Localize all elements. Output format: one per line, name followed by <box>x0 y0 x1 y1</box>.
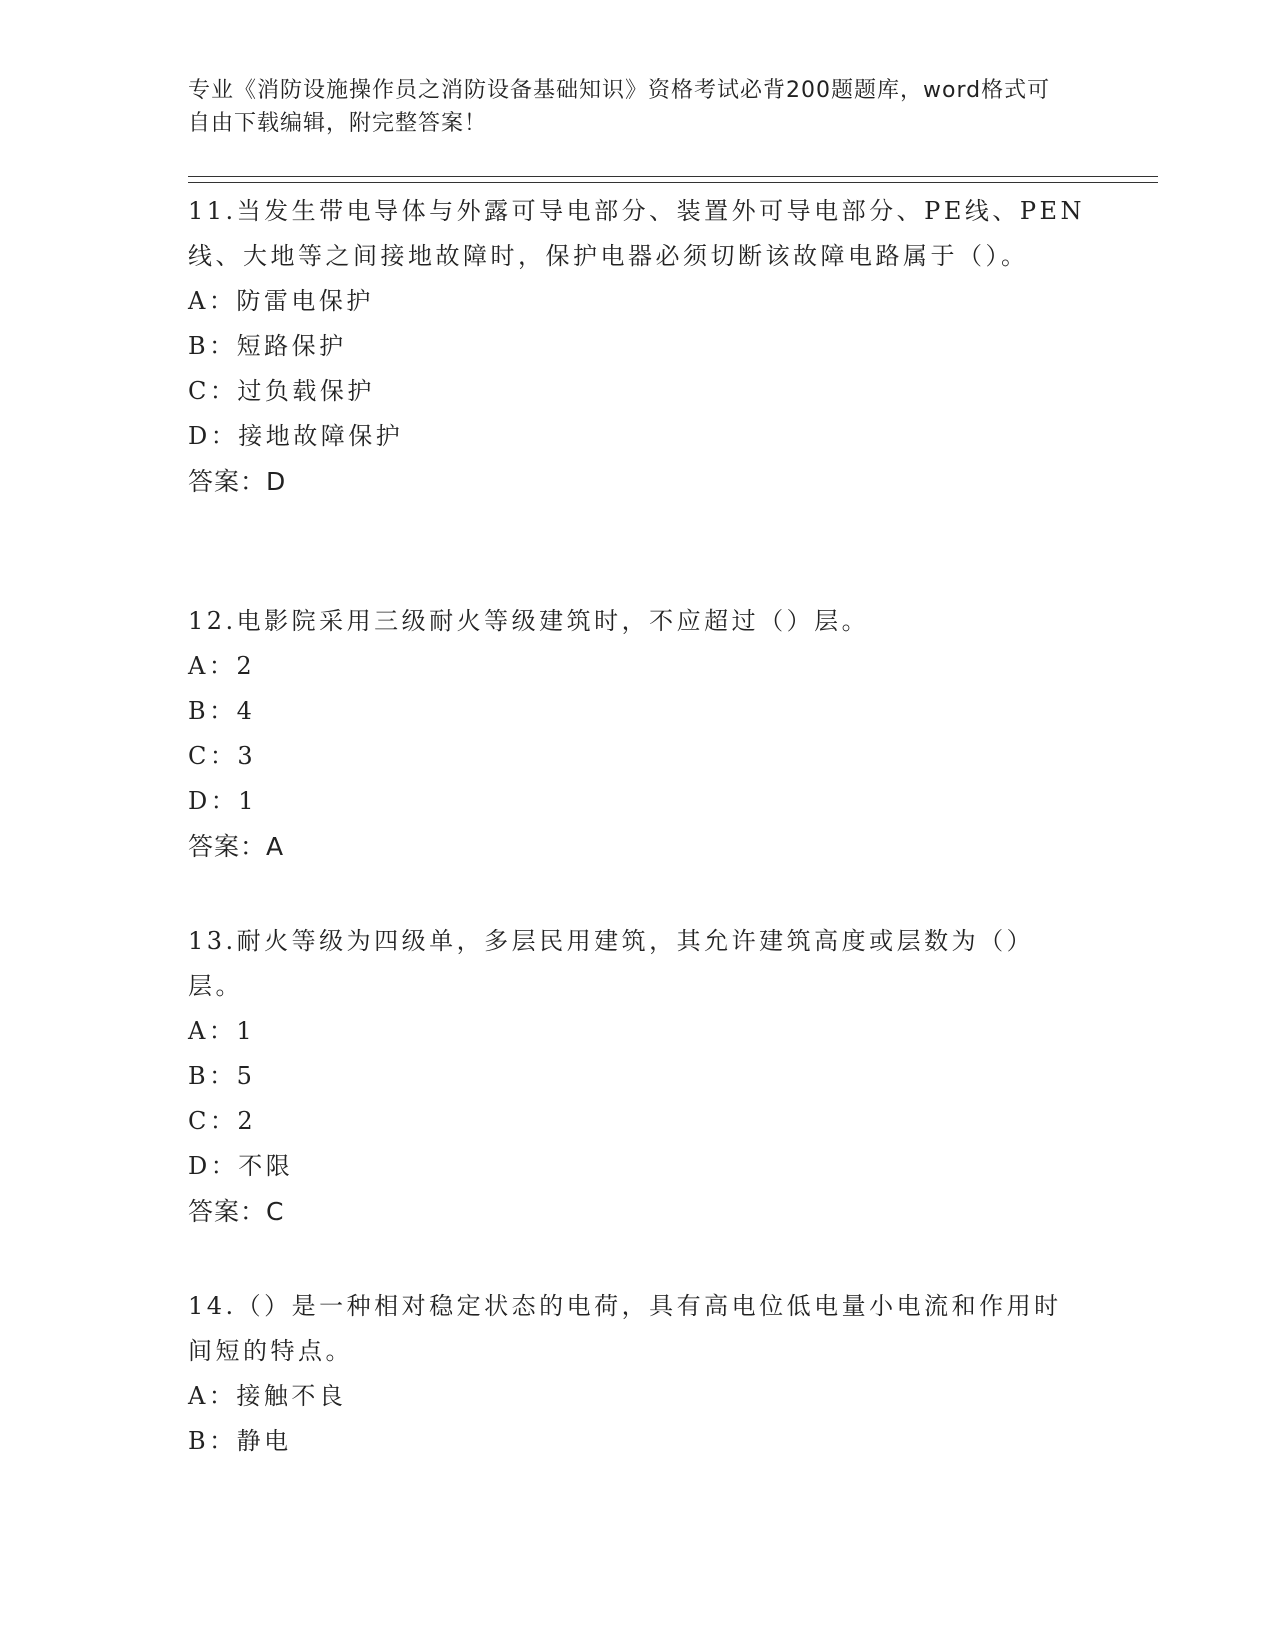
question-text: 14.（）是一种相对稳定状态的电荷，具有高电位低电量小电流和作用时间短的特点。 <box>188 1292 1062 1365</box>
option-c: C：2 <box>188 1107 257 1135</box>
answer-label: 答案：A <box>188 832 285 861</box>
option-d: D：不限 <box>188 1152 294 1180</box>
option-c: C：3 <box>188 742 257 770</box>
option-b: B：5 <box>188 1062 256 1090</box>
answer-label: 答案：D <box>188 467 287 496</box>
option-a: A：防雷电保护 <box>188 287 374 315</box>
answer-label: 答案：C <box>188 1197 285 1226</box>
header-divider-top <box>188 176 1158 177</box>
question-14 <box>188 1284 1088 1464</box>
document-header: 专业《消防设施操作员之消防设备基础知识》资格考试必背200题题库，word格式可自由下载编辑，附完整答案！ <box>188 78 1051 136</box>
question-11 <box>188 189 1088 504</box>
question-13 <box>188 919 1088 1234</box>
question-12 <box>188 599 1088 869</box>
option-b: B：静电 <box>188 1427 292 1455</box>
option-b: B：4 <box>188 697 256 725</box>
option-a: A：1 <box>188 1017 256 1045</box>
option-d: D：1 <box>188 787 258 815</box>
question-text: 12.电影院采用三级耐火等级建筑时，不应超过（）层。 <box>188 607 870 635</box>
header-divider-bottom <box>188 182 1158 183</box>
option-c: C：过负载保护 <box>188 377 375 405</box>
option-a: A：接触不良 <box>188 1382 347 1410</box>
question-text: 11.当发生带电导体与外露可导电部分、装置外可导电部分、PE线、PEN线、大地等之间接地故障时，保护电器必须切断该故障电路属于（）。 <box>188 197 1086 270</box>
option-b: B：短路保护 <box>188 332 347 360</box>
option-d: D：接地故障保护 <box>188 422 404 450</box>
option-a: A：2 <box>188 652 256 680</box>
question-text: 13.耐火等级为四级单，多层民用建筑，其允许建筑高度或层数为（）层。 <box>188 927 1035 1000</box>
